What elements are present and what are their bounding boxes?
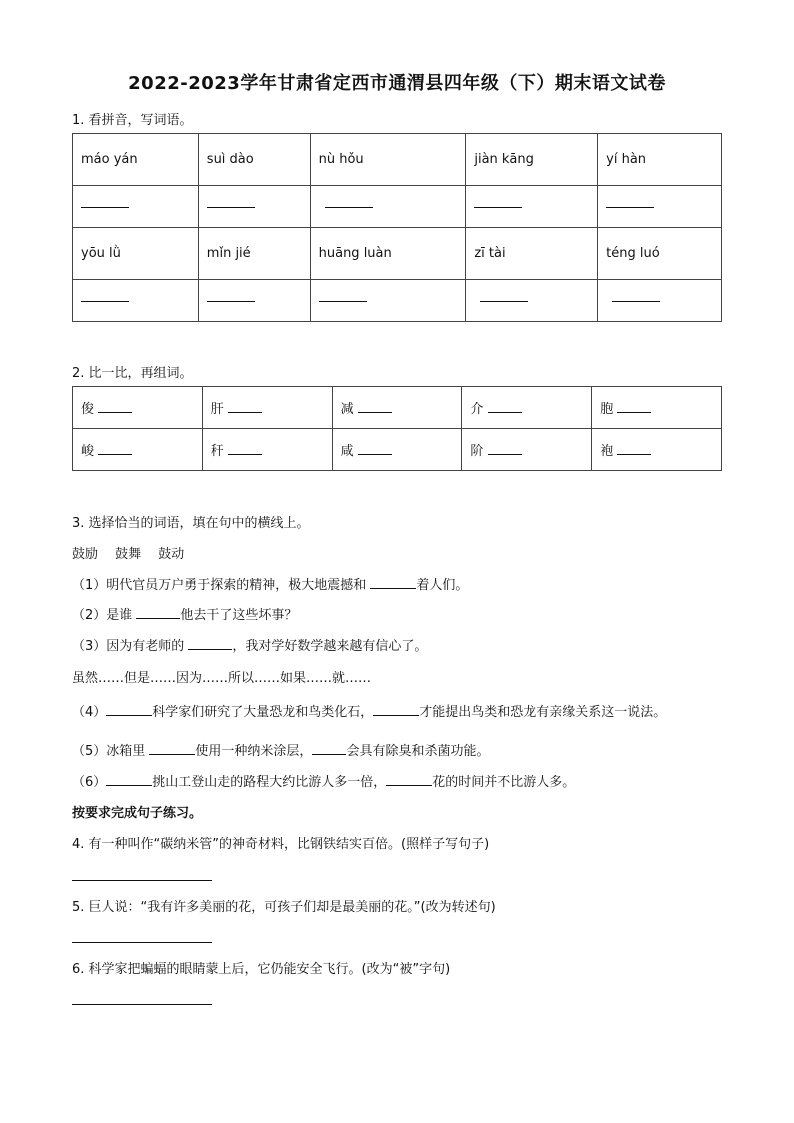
fill-blank[interactable] [149,742,195,755]
question-2-stem: 2. 比一比，再组词。 [72,366,193,381]
conjunction-choices: 虽然……但是……因为……所以……如果……就…… [72,671,372,686]
answer-blank[interactable] [466,186,598,228]
char-cell[interactable] [462,429,592,471]
char: 胞 [600,402,614,417]
answer-blank[interactable] [466,280,598,322]
sentence-2 [72,604,297,623]
answer-blank[interactable] [73,186,199,228]
pinyin-table [72,133,722,322]
char-cell[interactable] [332,387,462,429]
sentence-4 [72,701,666,720]
char-cell[interactable] [73,387,203,429]
question-6-stem: 6. 科学家把蝙蝠的眼睛蒙上后，它仍能安全飞行。(改为“被”字句) [72,962,451,977]
question-5-stem: 5. 巨人说：“我有许多美丽的花，可孩子们却是最美丽的花。”(改为转述句) [72,900,496,915]
char: 阶 [470,444,484,459]
sentence-6 [72,771,575,790]
answer-row [73,186,722,228]
char-cell[interactable] [592,387,722,429]
fill-blank[interactable] [312,742,346,755]
answer-blank[interactable] [598,186,722,228]
answer-blank[interactable] [310,280,466,322]
char: 肝 [210,402,224,417]
char-cell[interactable] [202,387,332,429]
sentence-text: （2）是谁 [72,608,133,623]
char: 峻 [81,444,95,459]
pinyin-cell: máo yán [73,134,199,186]
pinyin-cell: huāng luàn [310,228,466,280]
sentence-text: 花的时间并不比游人多。 [432,775,576,790]
sentence-3 [72,635,427,654]
char: 介 [470,402,484,417]
sentence-text: ，我对学好数学越来越有信心了。 [232,639,428,654]
sentence-text: 会具有除臭和杀菌功能。 [346,744,490,759]
sentence-text: （4） [72,705,107,720]
sentence-1 [72,574,468,593]
answer-blank[interactable] [198,280,310,322]
char-cell[interactable] [462,387,592,429]
char: 俊 [81,402,95,417]
char-cell[interactable] [73,429,203,471]
question-3-stem: 3. 选择恰当的词语，填在句中的横线上。 [72,516,310,531]
pinyin-cell: yōu lǜ [73,228,199,280]
fill-blank[interactable] [370,576,416,589]
pinyin-cell: zī tài [466,228,598,280]
fill-blank[interactable] [106,703,152,716]
char: 秆 [210,444,224,459]
pinyin-row [73,228,722,280]
sentence-text: （1）明代官员万户勇于探索的精神，极大地震撼和 [72,578,367,593]
compare-table [72,386,722,471]
answer-blank[interactable] [198,186,310,228]
sentence-text: 使用一种纳米涂层， [195,744,313,759]
sentence-text: （6） [72,775,107,790]
section-heading: 按要求完成句子练习。 [72,806,203,821]
char: 咸 [340,444,354,459]
pinyin-cell: mǐn jié [198,228,310,280]
answer-line-5[interactable] [72,941,212,943]
sentence-text: 科学家们研究了大量恐龙和鸟类化石， [152,705,374,720]
pinyin-row [73,134,722,186]
char: 袍 [600,444,614,459]
sentence-5 [72,740,489,759]
sentence-text: 着人们。 [416,578,469,593]
fill-blank[interactable] [373,703,419,716]
char-cell[interactable] [202,429,332,471]
fill-blank[interactable] [188,637,232,650]
page-title: 2022-2023学年甘肃省定西市通渭县四年级（下）期末语文试卷 [128,73,666,94]
char: 减 [340,402,354,417]
fill-blank[interactable] [386,773,432,786]
fill-blank[interactable] [136,606,180,619]
pinyin-cell: jiàn kāng [466,134,598,186]
compare-row [73,429,722,471]
sentence-text: （5）冰箱里 [72,744,146,759]
answer-blank[interactable] [598,280,722,322]
answer-row [73,280,722,322]
pinyin-cell: yí hàn [598,134,722,186]
sentence-text: （3）因为有老师的 [72,639,185,654]
sentence-text: 才能提出鸟类和恐龙有亲缘关系这一说法。 [419,705,667,720]
pinyin-cell: téng luó [598,228,722,280]
word-choices: 鼓励 鼓舞 鼓动 [72,547,185,562]
answer-blank[interactable] [310,186,466,228]
sentence-text: 挑山工登山走的路程大约比游人多一倍， [152,775,387,790]
answer-line-4[interactable] [72,879,212,881]
char-cell[interactable] [332,429,462,471]
pinyin-cell: suì dào [198,134,310,186]
answer-line-6[interactable] [72,1003,212,1005]
question-1-stem: 1. 看拼音，写词语。 [72,113,193,128]
pinyin-cell: nù hǒu [310,134,466,186]
answer-blank[interactable] [73,280,199,322]
fill-blank[interactable] [106,773,152,786]
compare-row [73,387,722,429]
char-cell[interactable] [592,429,722,471]
question-4-stem: 4. 有一种叫作“碳纳米管”的神奇材料，比钢铁结实百倍。(照样子写句子) [72,837,490,852]
sentence-text: 他去干了这些坏事？ [180,608,298,623]
